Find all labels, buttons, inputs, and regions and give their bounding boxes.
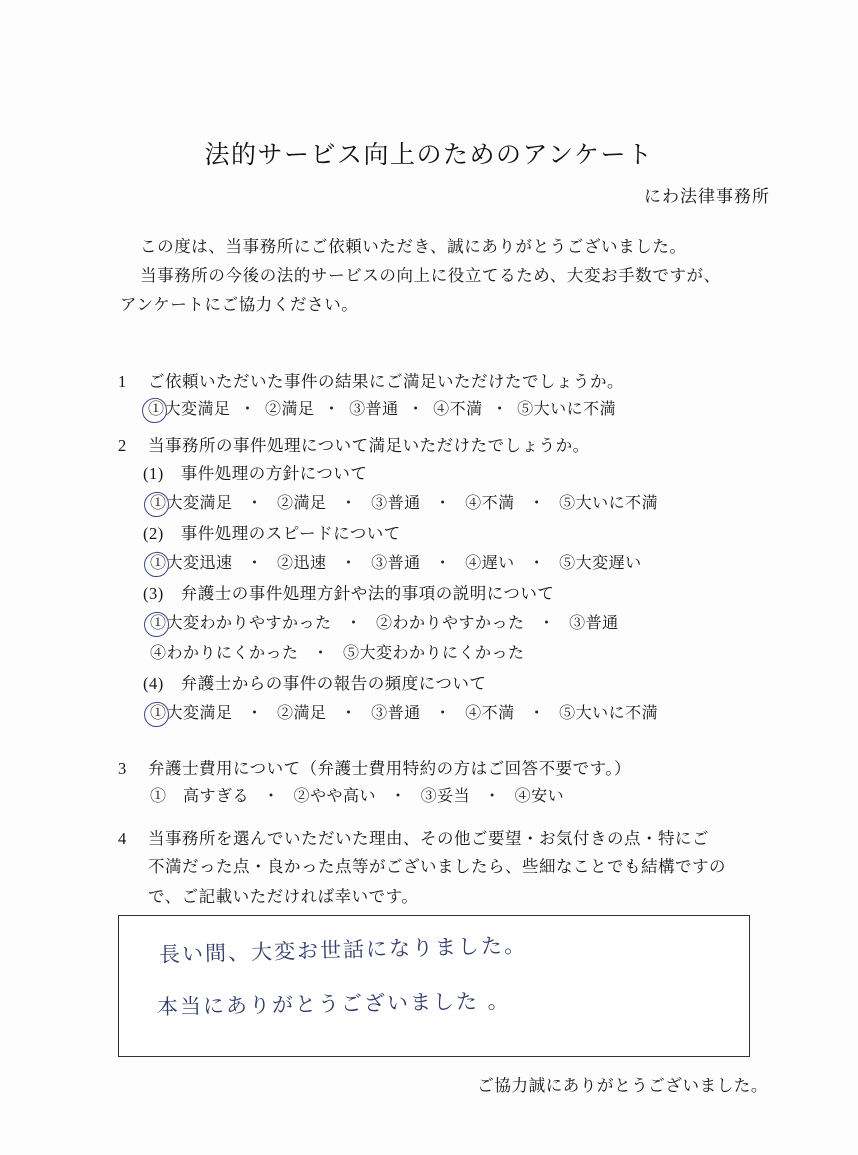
- free-comment-box[interactable]: [118, 915, 750, 1057]
- option-1-4[interactable]: ④不満: [433, 401, 483, 418]
- option-2-2-1[interactable]: ①大変迅速: [150, 549, 233, 579]
- option-2-3-1[interactable]: ①大変わかりやすかった: [150, 609, 332, 639]
- question-1: [118, 368, 818, 425]
- question-2-text: 当事務所の事件処理について満足いただけたでしょうか。: [148, 436, 590, 455]
- question-2: [118, 432, 818, 729]
- question-1-number: 1: [118, 372, 127, 391]
- closing-text: ご協力誠にありがとうございました。: [477, 1076, 768, 1095]
- handwritten-answer: [119, 916, 749, 1056]
- option-3-3[interactable]: ③妥当: [420, 788, 471, 805]
- page-title: 法的サービス向上のためのアンケート: [204, 142, 654, 169]
- option-2-4-4[interactable]: ④不満: [465, 705, 515, 722]
- question-2-2-label: (2) 事件処理のスピードについて: [143, 524, 401, 543]
- question-3: [118, 755, 818, 812]
- option-1-3[interactable]: ③普通: [349, 401, 399, 418]
- question-4: [118, 825, 818, 912]
- firm-name: にわ法律事務所: [644, 187, 770, 206]
- option-2-4-3[interactable]: ③普通: [371, 705, 421, 722]
- intro-line-1: この度は、当事務所にご依頼いただき、誠にありがとうございました。: [140, 237, 687, 256]
- handwritten-line-1: 長い間、大変お世話になりました。: [158, 933, 528, 967]
- option-2-4-1[interactable]: ①大変満足: [150, 699, 233, 729]
- intro-line-3: アンケートにご協力ください。: [120, 295, 359, 314]
- option-2-1-1[interactable]: ①大変満足: [150, 489, 233, 519]
- question-1-options: ①大変満足 ・ ②満足 ・ ③普通 ・ ④不満 ・ ⑤大いに不満: [148, 395, 818, 425]
- option-2-4-2[interactable]: ②満足: [277, 705, 327, 722]
- question-4-line-2: 不満だった点・良かった点等がございましたら、些細なことでも結構ですの: [148, 857, 726, 876]
- option-2-3-2[interactable]: ②わかりやすかった: [376, 615, 525, 632]
- option-2-4-5[interactable]: ⑤大いに不満: [559, 705, 659, 722]
- question-1-text: ご依頼いただいた事件の結果にご満足いただけたでしょうか。: [148, 372, 624, 391]
- option-1-2[interactable]: ②満足: [265, 401, 315, 418]
- question-2-4-label: (4) 弁護士からの事件の報告の頻度について: [143, 674, 487, 693]
- option-2-1-3[interactable]: ③普通: [371, 495, 421, 512]
- option-2-2-4[interactable]: ④遅い: [465, 555, 515, 572]
- option-1-1[interactable]: ①大変満足: [148, 395, 231, 425]
- question-3-text: 弁護士費用について（弁護士費用特約の方はご回答不要です。）: [148, 759, 632, 778]
- option-3-4[interactable]: ④安い: [514, 788, 565, 805]
- option-2-3-3[interactable]: ③普通: [569, 615, 619, 632]
- handwritten-line-2: 本当にありがとうございました 。: [156, 988, 511, 1020]
- option-2-2-5[interactable]: ⑤大変遅い: [559, 555, 642, 572]
- question-2-3-options-row2: ④わかりにくかった ・ ⑤大変わかりにくかった: [150, 639, 818, 669]
- option-2-3-5[interactable]: ⑤大変わかりにくかった: [343, 645, 525, 662]
- question-4-line-3: で、ご記載いただければ幸いです。: [148, 887, 419, 906]
- option-2-3-4[interactable]: ④わかりにくかった: [150, 645, 299, 662]
- question-2-1-label: (1) 事件処理の方針について: [143, 464, 368, 483]
- question-3-number: 3: [118, 759, 127, 778]
- option-3-1[interactable]: ① 高すぎる: [150, 788, 250, 805]
- intro-paragraph: [120, 232, 780, 319]
- question-3-options: ① 高すぎる ・ ②やや高い ・ ③妥当 ・ ④安い: [150, 782, 818, 812]
- option-2-1-4[interactable]: ④不満: [465, 495, 515, 512]
- question-2-1-options: ①大変満足 ・ ②満足 ・ ③普通 ・ ④不満 ・ ⑤大いに不満: [150, 489, 818, 519]
- option-2-1-5[interactable]: ⑤大いに不満: [559, 495, 659, 512]
- question-2-4-options: ①大変満足 ・ ②満足 ・ ③普通 ・ ④不満 ・ ⑤大いに不満: [150, 699, 818, 729]
- option-2-1-2[interactable]: ②満足: [277, 495, 327, 512]
- question-4-number: 4: [118, 829, 127, 848]
- question-4-line-1: 当事務所を選んでいただいた理由、その他ご要望・お気付きの点・特にご: [148, 829, 709, 848]
- option-3-2[interactable]: ②やや高い: [293, 788, 377, 805]
- question-2-3-label: (3) 弁護士の事件処理方針や法的事項の説明について: [143, 584, 555, 603]
- option-1-5[interactable]: ⑤大いに不満: [517, 401, 617, 418]
- question-2-3-options: ①大変わかりやすかった ・ ②わかりやすかった ・ ③普通: [150, 609, 818, 639]
- option-2-2-3[interactable]: ③普通: [371, 555, 421, 572]
- question-2-2-options: ①大変迅速 ・ ②迅速 ・ ③普通 ・ ④遅い ・ ⑤大変遅い: [150, 549, 818, 579]
- question-2-number: 2: [118, 436, 127, 455]
- option-2-2-2[interactable]: ②迅速: [277, 555, 327, 572]
- intro-line-2: 当事務所の今後の法的サービスの向上に役立てるため、大変お手数ですが、: [140, 266, 721, 285]
